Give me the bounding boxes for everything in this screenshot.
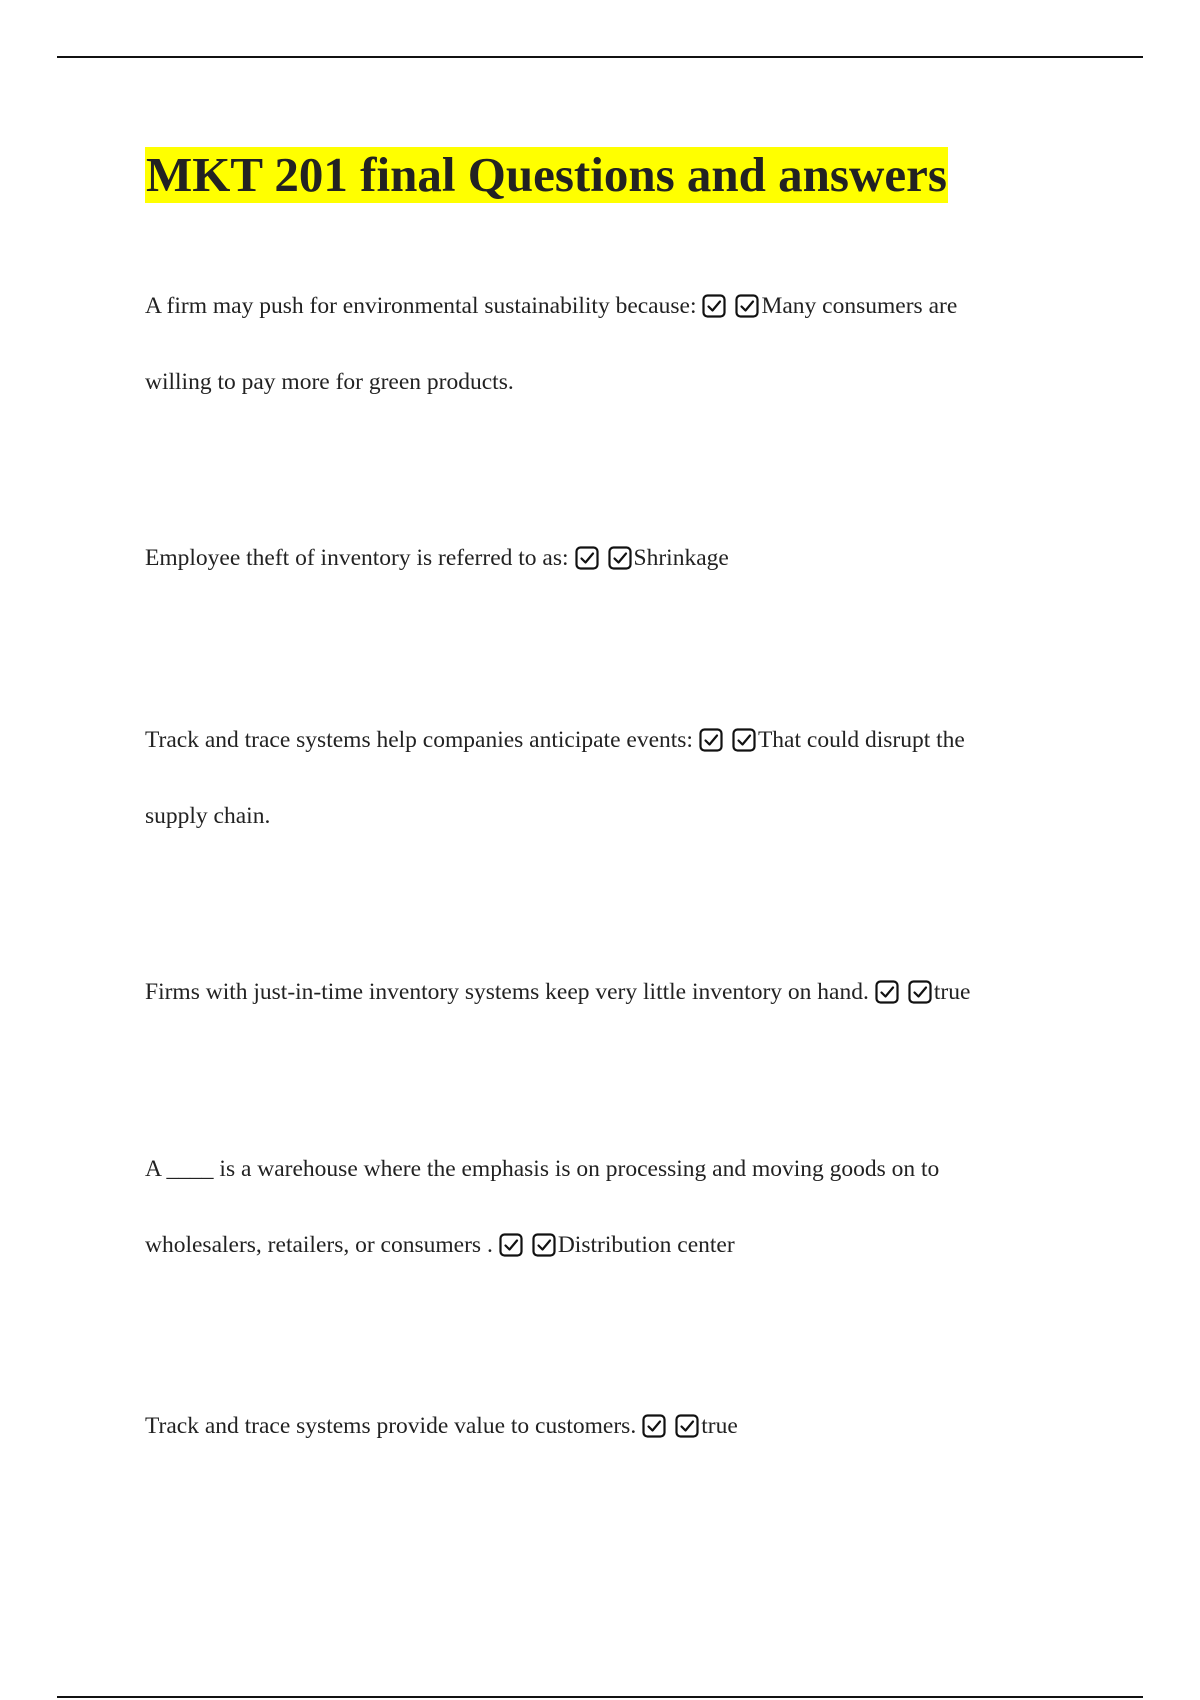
qa-item-6 bbox=[145, 1388, 1025, 1464]
checked-box-icon bbox=[732, 728, 756, 752]
checked-box-icon bbox=[908, 980, 932, 1004]
qa-item-3 bbox=[145, 702, 1025, 854]
answer-text: true bbox=[701, 1413, 738, 1439]
qa-item-1 bbox=[145, 268, 1025, 420]
question-text: Employee theft of inventory is referred to as: bbox=[145, 545, 569, 571]
checked-box-icon bbox=[642, 1414, 666, 1438]
question-text: A ____ is a warehouse where the emphasis is on processing and moving goods on to wholesalers, retailers, or consumers . bbox=[145, 1156, 940, 1258]
answer-text: true bbox=[933, 979, 971, 1005]
qa-item-4 bbox=[145, 954, 1025, 1030]
checked-box-icon bbox=[699, 728, 723, 752]
answer-text: Many consumers are willing to pay more for green products. bbox=[145, 293, 958, 395]
document-title: MKT 201 final Questions and answers bbox=[146, 147, 947, 202]
checked-box-icon bbox=[702, 294, 726, 318]
top-rule bbox=[57, 56, 1143, 58]
question-text: A firm may push for environmental sustainability because: bbox=[145, 293, 697, 319]
qa-item-5 bbox=[145, 1131, 1025, 1283]
checked-box-icon bbox=[675, 1414, 699, 1438]
checked-box-icon bbox=[532, 1233, 556, 1257]
answer-text: That could disrupt the supply chain. bbox=[145, 727, 965, 829]
answer-text: Distribution center bbox=[557, 1232, 735, 1258]
question-text: Track and trace systems provide value to customers. bbox=[145, 1413, 637, 1439]
answer-text: Shrinkage bbox=[633, 545, 729, 571]
qa-item-2 bbox=[145, 520, 1025, 596]
checked-box-icon bbox=[499, 1233, 523, 1257]
checked-box-icon bbox=[875, 980, 899, 1004]
checked-box-icon bbox=[608, 546, 632, 570]
question-text: Firms with just-in-time inventory systems keep very little inventory on hand. bbox=[145, 979, 869, 1005]
question-text: Track and trace systems help companies anticipate events: bbox=[145, 727, 693, 753]
checked-box-icon bbox=[735, 294, 759, 318]
bottom-rule bbox=[57, 1696, 1143, 1698]
checked-box-icon bbox=[575, 546, 599, 570]
